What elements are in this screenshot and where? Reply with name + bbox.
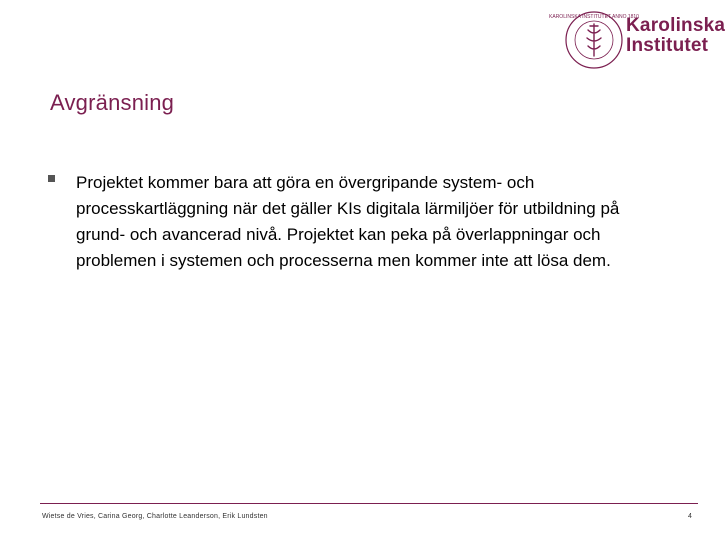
square-bullet-icon [48, 175, 55, 182]
karolinska-logo [549, 10, 725, 74]
page-number: 4 [688, 513, 692, 520]
slide-title: Avgränsning [50, 90, 175, 115]
bullet-item [48, 170, 668, 274]
seal-text: KAROLINSKA INSTITUTET ANNO 1810 [549, 14, 639, 20]
logo-line-1: Karolinska [626, 15, 725, 36]
karolinska-seal-icon [549, 10, 639, 70]
bullet-text: Projektet kommer bara att göra en övergripande system- och processkartläggning när det gäller KIs digitala lärmiljöer för utbildning på grund- och avancerad nivå. Projektet kan peka på överlappningar och problemen i systemen och processerna men kommer inte att lösa dem. [76, 173, 620, 270]
logo-wordmark [626, 16, 725, 56]
logo-line-2: Institutet [626, 35, 709, 56]
footer-authors: Wietse de Vries, Carina Georg, Charlotte Leanderson, Erik Lundsten [42, 513, 268, 520]
footer-divider [40, 503, 698, 504]
bullet-list [48, 170, 668, 274]
